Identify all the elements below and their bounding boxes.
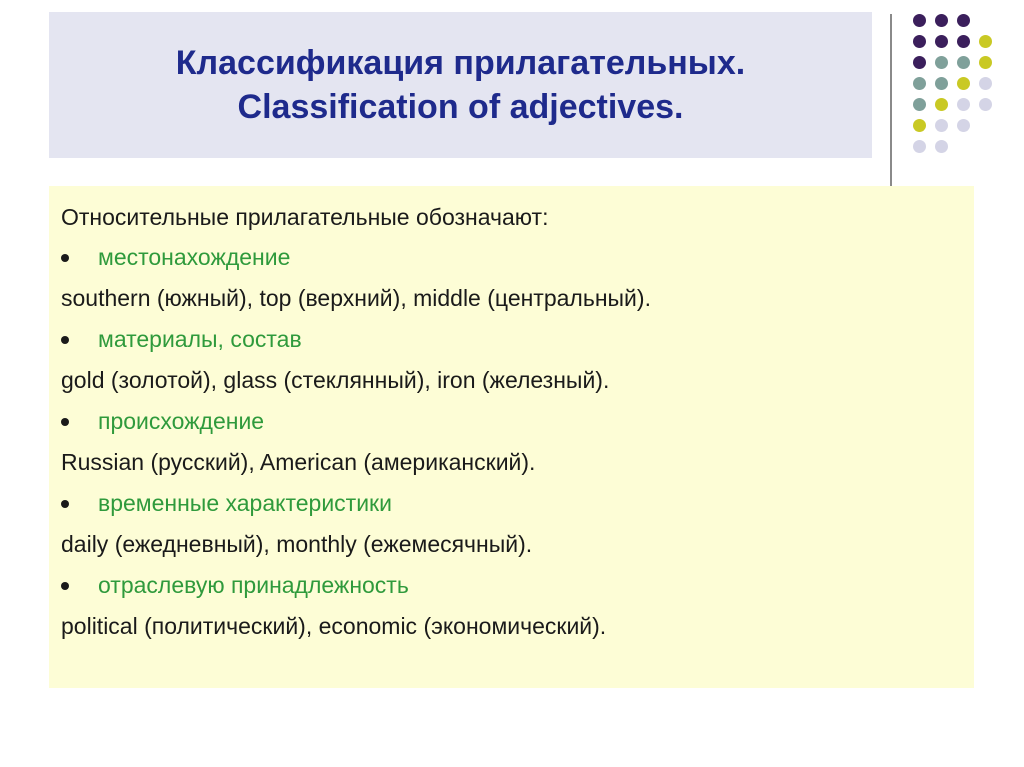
title-box bbox=[49, 12, 872, 158]
decorative-dot bbox=[913, 14, 926, 27]
decorative-dot bbox=[913, 35, 926, 48]
bullet-icon bbox=[61, 500, 69, 508]
decorative-dot bbox=[935, 119, 948, 132]
examples-line: daily (ежедневный), monthly (ежемесячный). bbox=[61, 531, 533, 557]
decorative-dot bbox=[935, 14, 948, 27]
decorative-dot bbox=[913, 140, 926, 153]
decorative-dot bbox=[913, 119, 926, 132]
decorative-dot bbox=[935, 56, 948, 69]
decorative-dot bbox=[957, 35, 970, 48]
decorative-dot bbox=[957, 56, 970, 69]
decorative-dot bbox=[935, 77, 948, 90]
examples-line: gold (золотой), glass (стеклянный), iron (железный). bbox=[61, 367, 610, 393]
decorative-dot bbox=[957, 98, 970, 111]
decorative-dot bbox=[913, 98, 926, 111]
decorative-dot bbox=[913, 56, 926, 69]
bullet-heading: местонахождение bbox=[98, 244, 291, 270]
examples-line: political (политический), economic (экономический). bbox=[61, 613, 607, 639]
decorative-dot bbox=[979, 98, 992, 111]
decorative-dot bbox=[957, 77, 970, 90]
title-russian: Классификация прилагательных. bbox=[175, 44, 746, 82]
examples-line: Russian (русский), American (американский). bbox=[61, 449, 536, 475]
decorative-dot bbox=[957, 119, 970, 132]
decorative-dot bbox=[935, 140, 948, 153]
decorative-dot bbox=[979, 77, 992, 90]
bullet-heading: материалы, состав bbox=[98, 326, 302, 352]
bullet-heading: происхождение bbox=[98, 408, 265, 434]
decorative-dot bbox=[913, 77, 926, 90]
bullet-icon bbox=[61, 254, 69, 262]
decorative-dot bbox=[979, 56, 992, 69]
title-english: Classification of adjectives. bbox=[237, 88, 684, 126]
decorative-dot bbox=[935, 98, 948, 111]
bullet-icon bbox=[61, 582, 69, 590]
bullet-heading: временные характеристики bbox=[98, 490, 392, 516]
content-box bbox=[49, 186, 974, 688]
vertical-divider bbox=[890, 14, 892, 186]
intro-text: Относительные прилагательные обозначают: bbox=[61, 204, 549, 230]
decorative-dot bbox=[979, 35, 992, 48]
decorative-dot bbox=[957, 14, 970, 27]
bullet-icon bbox=[61, 418, 69, 426]
bullet-heading: отраслевую принадлежность bbox=[98, 572, 409, 598]
examples-line: southern (южный), top (верхний), middle (центральный). bbox=[61, 285, 651, 311]
bullet-icon bbox=[61, 336, 69, 344]
decorative-dot bbox=[935, 35, 948, 48]
